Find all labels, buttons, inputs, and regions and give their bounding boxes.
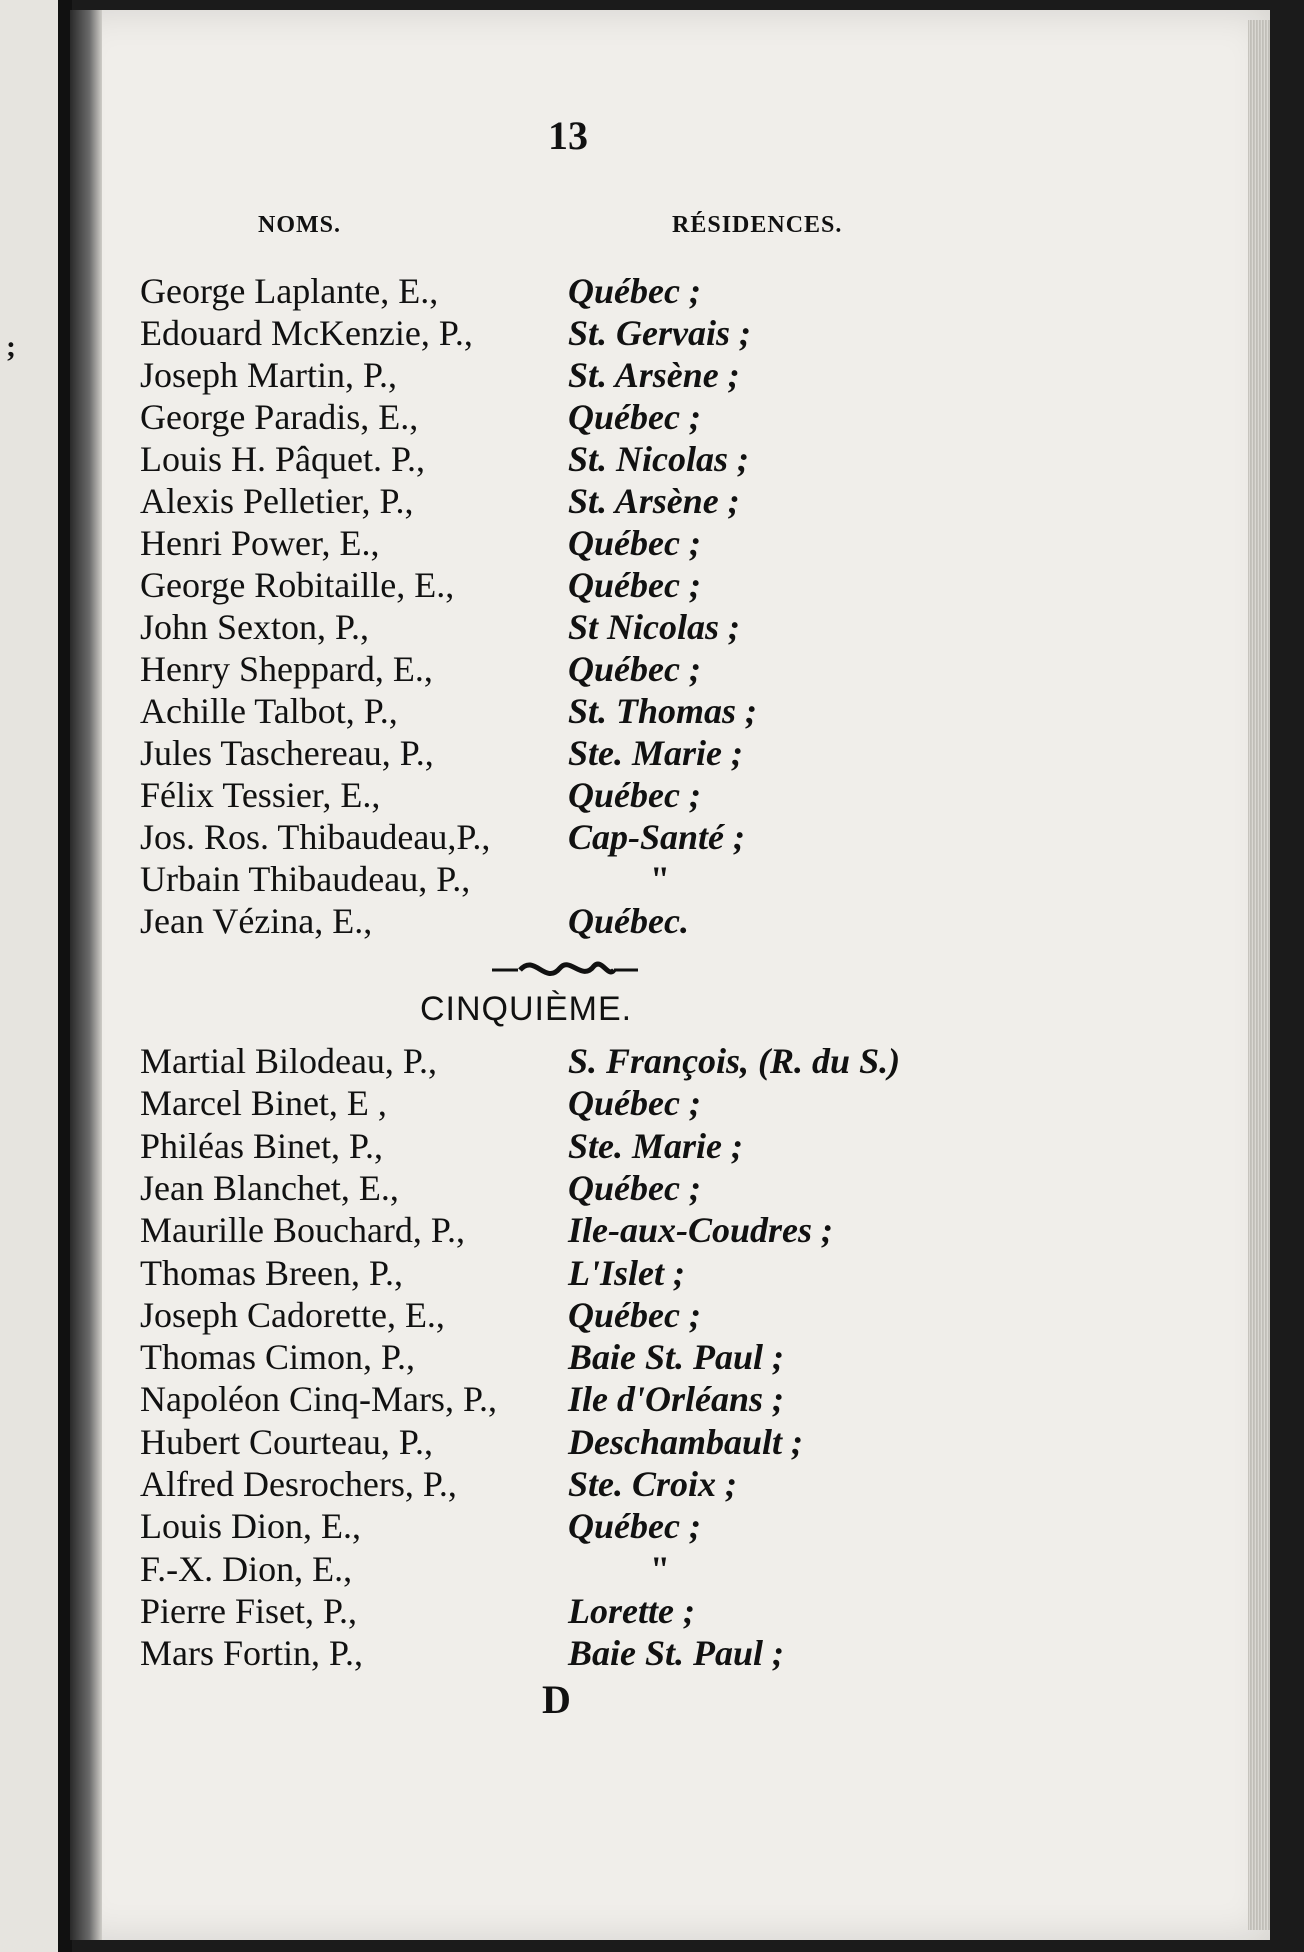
list-item	[140, 774, 1000, 816]
list-item	[140, 648, 1000, 690]
list-item	[140, 480, 1000, 522]
entry-residence: Québec ;	[568, 1083, 701, 1124]
entry-residence: Québec ;	[568, 397, 701, 437]
entry-name: Alfred Desrochers, P.,	[140, 1464, 457, 1504]
list-item	[140, 1040, 1000, 1082]
list-item	[140, 1463, 1000, 1505]
entry-residence: St. Gervais ;	[568, 313, 751, 353]
entry-residence: St. Arsène ;	[568, 355, 740, 395]
entry-residence: Deschambault ;	[568, 1421, 804, 1462]
list-item	[140, 522, 1000, 564]
entry-name: Urbain Thibaudeau, P.,	[140, 859, 471, 899]
entry-residence: Québec ;	[568, 271, 701, 311]
section-ornament	[490, 948, 640, 988]
entry-name: George Robitaille, E.,	[140, 565, 455, 605]
entry-residence: St. Thomas ;	[568, 691, 758, 731]
entry-name: George Paradis, E.,	[140, 397, 419, 437]
entry-name: Pierre Fiset, P.,	[140, 1590, 358, 1631]
entry-residence: Québec ;	[568, 1167, 701, 1208]
list-item	[140, 606, 1000, 648]
list-item	[140, 564, 1000, 606]
list-item	[140, 1167, 1000, 1209]
entry-name: Jules Taschereau, P.,	[140, 733, 434, 773]
entry-residence: Ile d'Orléans ;	[568, 1379, 784, 1420]
stray-mark: ;	[6, 330, 16, 363]
list-item	[140, 438, 1000, 480]
list-item	[140, 1252, 1000, 1294]
list-item	[140, 858, 1000, 900]
entry-name: F.-X. Dion, E.,	[140, 1548, 353, 1589]
list-item	[140, 900, 1000, 942]
entry-name: Jean Blanchet, E.,	[140, 1167, 399, 1208]
entry-name: Philéas Binet, P.,	[140, 1125, 384, 1166]
list-item	[140, 312, 1000, 354]
entry-residence: L'Islet ;	[568, 1252, 685, 1293]
entry-name: Mars Fortin, P.,	[140, 1633, 364, 1674]
entry-residence: St Nicolas ;	[568, 607, 741, 647]
list-item	[140, 1548, 1000, 1590]
entry-name: Achille Talbot, P.,	[140, 691, 398, 731]
entry-name: Hubert Courteau, P.,	[140, 1421, 433, 1462]
list-item	[140, 1378, 1000, 1420]
list-item	[140, 1632, 1000, 1674]
list-item	[140, 1505, 1000, 1547]
list-item	[140, 1082, 1000, 1124]
entry-name: Henri Power, E.,	[140, 523, 380, 563]
entry-residence: "	[650, 859, 670, 899]
entry-name: Thomas Breen, P.,	[140, 1252, 403, 1293]
list-item	[140, 396, 1000, 438]
entry-name: George Laplante, E.,	[140, 271, 439, 311]
list-item	[140, 816, 1000, 858]
column-header-names: NOMS.	[258, 212, 341, 238]
page-gutter	[70, 10, 102, 1940]
entry-residence: Québec ;	[568, 1294, 701, 1335]
entry-residence: Ste. Marie ;	[568, 1125, 743, 1166]
column-header-residences: RÉSIDENCES.	[672, 212, 843, 238]
entry-residence: Baie St. Paul ;	[568, 1337, 785, 1378]
entry-name: Edouard McKenzie, P.,	[140, 313, 473, 353]
entry-residence: S. François, (R. du S.)	[568, 1041, 901, 1081]
entry-residence: Baie St. Paul ;	[568, 1633, 785, 1674]
entry-residence: Québec ;	[568, 523, 701, 563]
entry-name: Alexis Pelletier, P.,	[140, 481, 414, 521]
entry-residence: Québec ;	[568, 1506, 701, 1547]
entry-name: Thomas Cimon, P.,	[140, 1337, 416, 1378]
list-item	[140, 690, 1000, 732]
entry-residence: Québec ;	[568, 565, 701, 605]
entry-residence: Québec ;	[568, 775, 701, 815]
entry-residence: Ste. Marie ;	[568, 733, 743, 773]
entry-residence: St. Nicolas ;	[568, 439, 750, 479]
list-item	[140, 270, 1000, 312]
entry-residence: Québec.	[568, 901, 689, 941]
list-item	[140, 732, 1000, 774]
page-stack-edge	[1248, 20, 1270, 1930]
entry-name: Joseph Cadorette, E.,	[140, 1294, 445, 1335]
signature-mark: D	[542, 1677, 571, 1722]
entry-residence: Ste. Croix ;	[568, 1464, 738, 1504]
list-item	[140, 1421, 1000, 1463]
list-item	[140, 1590, 1000, 1632]
entry-name: John Sexton, P.,	[140, 607, 370, 647]
list-item	[140, 1336, 1000, 1378]
entry-name: Maurille Bouchard, P.,	[140, 1210, 465, 1251]
entry-name: Joseph Martin, P.,	[140, 355, 398, 395]
entry-residence: Ile-aux-Coudres ;	[568, 1210, 834, 1251]
entry-name: Napoléon Cinq-Mars, P.,	[140, 1379, 497, 1420]
entry-name: Félix Tessier, E.,	[140, 775, 381, 815]
entry-name: Jos. Ros. Thibaudeau,P.,	[140, 817, 491, 857]
entry-name: Louis H. Pâquet. P.,	[140, 439, 426, 479]
list-item	[140, 354, 1000, 396]
entry-name: Louis Dion, E.,	[140, 1506, 361, 1547]
list-item	[140, 1209, 1000, 1251]
entry-residence: Cap-Santé ;	[568, 817, 746, 857]
entry-name: Jean Vézina, E.,	[140, 901, 373, 941]
entry-name: Martial Bilodeau, P.,	[140, 1041, 437, 1081]
entry-residence: "	[650, 1548, 670, 1589]
entry-residence: Lorette ;	[568, 1590, 695, 1631]
entry-residence: St. Arsène ;	[568, 481, 740, 521]
section-title: CINQUIÈME.	[420, 990, 633, 1028]
entry-residence: Québec ;	[568, 649, 701, 689]
entry-name: Marcel Binet, E ,	[140, 1083, 387, 1124]
list-item	[140, 1294, 1000, 1336]
entry-name: Henry Sheppard, E.,	[140, 649, 433, 689]
list-item	[140, 1125, 1000, 1167]
page-number: 13	[548, 113, 588, 158]
